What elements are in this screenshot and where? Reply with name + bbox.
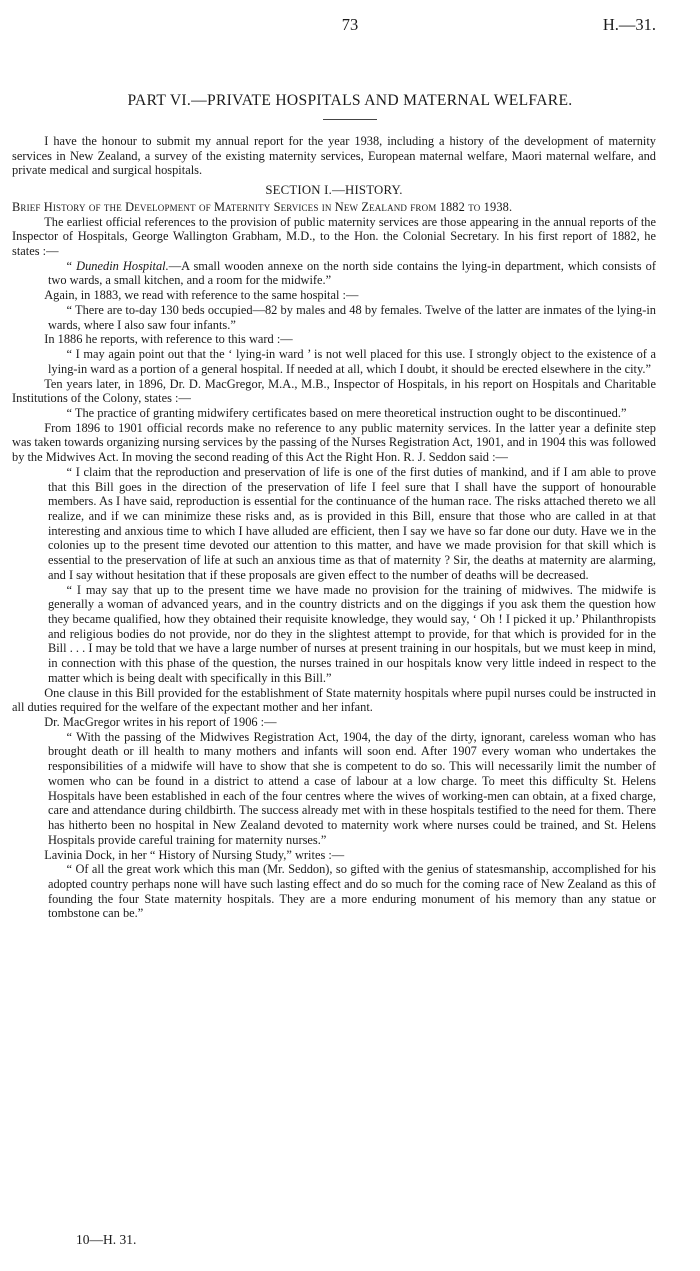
document-body	[12, 134, 656, 921]
quote-text: —A small wooden annexe on the north side contains the lying-in department, which consists of two wards, a small kitchen, and a room for the midwife.”	[47, 258, 656, 288]
paragraph-1896-1901: From 1896 to 1901 official records make no reference to any public maternity services. In the latter year a definite step was taken towards organizing nursing services by the passing of the Nurses Registration Act, 1901, and in 1904 this was followed by the Midwives Act. In moving the second reading of this Act the Right Hon. R. J. Seddon said :—	[12, 420, 656, 465]
quote-open-mark: “	[66, 258, 77, 273]
paragraph-earliest-references: The earliest official references to the provision of public maternity services are those appearing in the annual reports of the Inspector of Hospitals, George Wallington Grabham, M.D., to the Hon. the Colonial Secretary. In his first report of 1882, he states :—	[12, 214, 656, 259]
paragraph-macgregor-1906: Dr. MacGregor writes in his report of 1906 :—	[44, 715, 277, 730]
part-title: PART VI.—PRIVATE HOSPITALS AND MATERNAL WELFARE.	[127, 92, 573, 109]
quote-macgregor-1906: “ With the passing of the Midwives Registration Act, 1904, the day of the dirty, ignorant, careless woman who has brought death or ill health to many mothers and infants will soon end. After 1907 every woman who undertakes the responsibilities of a midwife will have to show that she is competent to do so. This will necessarily limit the number of women who can be found in a district to attend a case of labour at a low charge. To meet this difficulty St. Helens Hospitals have been established in each of the four centres where the wives of working-men can obtain, at a fixed charge, care and attendance during childbirth. The success already met with in these hospitals testified to the need for them. There has hitherto been no hospital in New Zealand devoted to maternity work where nurses could be trained, and St. Helens Hospitals provide careful training for maternity nurses.”	[47, 729, 656, 847]
quote-seddon-part-2: “ I may say that up to the present time we have made no provision for the training of midwives. The midwife is generally a woman of advanced years, and in the country districts and on the diggings if you ask them the question how they became qualified, how they obtained their requisite knowledge, they would say, ‘ Oh ! I picked it up.’ Philanthropists and religious bodies do not provide, nor do they in the slightest attempt to provide, for that which is provided for in the Bill . . . I may be told that we have a large number of nurses at present training in our hospitals, but we must keep in mind, in connection with this phase of the question, the nurses trained in our hospitals know very little indeed in respect to the matter which is being dealt with specifically in this Bill.”	[47, 582, 656, 685]
quote-1886: “ I may again point out that the ‘ lying-in ward ’ is not well placed for this use. I strongly object to the existence of a lying-in ward as a portion of a general hospital. If needed at all, which I doubt, it should be erected elsewhere in the city.”	[47, 347, 656, 376]
intro-paragraph: I have the honour to submit my annual report for the year 1938, including a history of the development of maternity services in New Zealand, a survey of the existing maternity services, European maternal welfare, Maori maternal welfare, and private medical and surgical hospitals.	[12, 134, 656, 178]
quote-italic-heading: Dunedin Hospital.	[76, 258, 169, 273]
quote-1883: “ There are to-day 130 beds occupied—82 by males and 48 by females. Twelve of the latter are inmates of the lying-in wards, where I also saw four infants.”	[47, 302, 656, 332]
quote-seddon-part-1: “ I claim that the reproduction and preservation of life is one of the first duties of mankind, and if I am able to prove that this Bill goes in the direction of the preservation of life I feel sure that I shall have the support of honourable members. As I have said, reproduction is essential for the continuance of the human race. The risks attached thereto we all realize, and if we can minimize these risks and, as is provided in this Bill, ensure that those who are called in at that interesting and anxious time to which I have alluded are efficient, then I say we have so far done our duty. Have we in the colonies up to the present time devoted our attention to this matter, and have we made provision for that skill which is essential to the preservation of life at such an anxious time as that of maternity ? Sir, the deaths at maternity are alarming, and I say without hesitation that if these proposals are given effect to the number of deaths will be decreased.	[47, 464, 656, 582]
paragraph-1883: Again, in 1883, we read with reference to the same hospital :—	[44, 288, 359, 303]
quote-lavinia-dock: “ Of all the great work which this man (Mr. Seddon), so gifted with the genius of statesmanship, accomplished for his adopted country perhaps none will have such lasting effect and do so much for the coming race of New Zealand as this of founding the four State maternity hospitals. They are a more enduring monument of his memory than any statue or tombstone can be.”	[47, 862, 656, 921]
paragraph-1896: Ten years later, in 1896, Dr. D. MacGregor, M.A., M.B., Inspector of Hospitals, in his report on Hospitals and Charitable Institutions of the Colony, states :—	[12, 376, 656, 406]
section-subheading: Brief History of the Development of Maternity Services in New Zealand from 1882 to 1938.	[12, 199, 513, 214]
paragraph-bill-clause: One clause in this Bill provided for the establishment of State maternity hospitals where pupil nurses could be instructed in all duties required for the welfare of the expectant mother and her infant.	[12, 685, 656, 715]
quote-1896: “ The practice of granting midwifery certificates based on mere theoretical instruction ought to be discontinued.”	[66, 405, 627, 420]
quote-dunedin-hospital	[12, 259, 656, 288]
paragraph-lavinia-dock: Lavinia Dock, in her “ History of Nursing Study,” writes :—	[44, 847, 345, 862]
title-divider	[323, 119, 377, 120]
section-heading: SECTION I.—HISTORY.	[265, 183, 403, 198]
paragraph-1886: In 1886 he reports, with reference to this ward :—	[44, 332, 293, 347]
page-header	[0, 15, 700, 37]
footer-signature-reference: 10—H. 31.	[76, 1232, 137, 1247]
document-reference: H.—31.	[602, 15, 656, 34]
page-number: 73	[341, 15, 359, 34]
